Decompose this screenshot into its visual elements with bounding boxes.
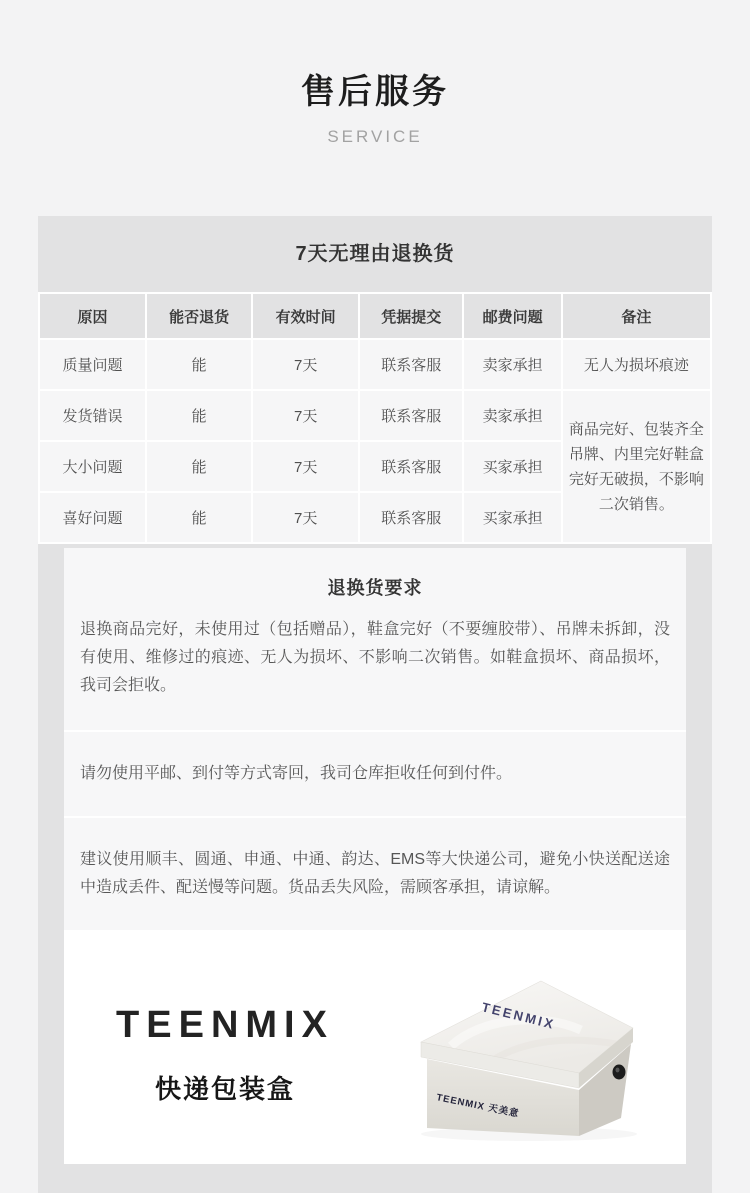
cell-reason: 喜好问题 xyxy=(40,493,145,542)
cell-returnable: 能 xyxy=(147,391,251,440)
cell-note-merged: 商品完好、包装齐全吊牌、内里完好鞋盒完好无破损，不影响二次销售。 xyxy=(563,391,710,542)
cell-reason: 发货错误 xyxy=(40,391,145,440)
header-cell-postage: 邮费问题 xyxy=(464,294,560,338)
packaging-section xyxy=(64,930,686,1164)
page-subtitle: SERVICE xyxy=(327,127,423,146)
card-title: 7天无理由退换货 xyxy=(295,243,455,265)
header-cell-note: 备注 xyxy=(563,294,710,338)
cell-returnable: 能 xyxy=(147,442,251,491)
header-cell-evidence: 凭据提交 xyxy=(360,294,462,338)
service-card xyxy=(38,216,712,1193)
table-header-row xyxy=(40,294,710,338)
page-header xyxy=(0,0,750,146)
cell-evidence: 联系客服 xyxy=(360,340,462,389)
cell-returnable: 能 xyxy=(147,340,251,389)
requirement-block xyxy=(64,730,686,816)
box-hole-highlight xyxy=(616,1068,620,1073)
cell-evidence: 联系客服 xyxy=(360,442,462,491)
shoebox-image xyxy=(406,966,656,1144)
header-cell-returnable: 能否退货 xyxy=(147,294,251,338)
cell-valid-time: 7天 xyxy=(253,340,358,389)
requirement-item: 请勿使用平邮、到付等方式寄回，我司仓库拒收任何到付件。 xyxy=(80,765,513,782)
brand-logo: TEENMIX xyxy=(116,1004,334,1046)
cell-evidence: 联系客服 xyxy=(360,391,462,440)
returns-table xyxy=(38,292,712,544)
cell-valid-time: 7天 xyxy=(253,442,358,491)
table-row xyxy=(40,340,710,389)
requirement-item: 退换商品完好，未使用过（包括赠品），鞋盒完好（不要缠胶带）、吊牌未拆卸，没有使用、维修过的痕迹、无人为损坏、不影响二次销售。如鞋盒损坏、商品损坏，我司会拒收。 xyxy=(80,621,670,694)
requirements-title: 退换货要求 xyxy=(327,578,423,598)
requirements-section xyxy=(64,548,686,930)
cell-reason: 质量问题 xyxy=(40,340,145,389)
cell-reason: 大小问题 xyxy=(40,442,145,491)
cell-note: 无人为损坏痕迹 xyxy=(563,340,710,389)
cell-valid-time: 7天 xyxy=(253,391,358,440)
brand-label: 快递包装盒 xyxy=(154,1074,295,1104)
page-title: 售后服务 xyxy=(301,73,449,111)
box-front-brand-text: TEENMIX 天美意 xyxy=(435,1092,521,1120)
header-cell-reason: 原因 xyxy=(40,294,145,338)
inner-panel xyxy=(64,548,686,1164)
cell-returnable: 能 xyxy=(147,493,251,542)
cell-postage: 买家承担 xyxy=(464,442,560,491)
cell-postage: 买家承担 xyxy=(464,493,560,542)
cell-evidence: 联系客服 xyxy=(360,493,462,542)
shoebox-illustration xyxy=(406,966,656,1144)
header-cell-valid-time: 有效时间 xyxy=(253,294,358,338)
requirement-block xyxy=(64,816,686,930)
requirement-block xyxy=(64,548,686,730)
cell-postage: 卖家承担 xyxy=(464,340,560,389)
requirement-item: 建议使用顺丰、圆通、申通、中通、韵达、EMS等大快递公司，避免小快送配送途中造成丢件、配送慢等问题。货品丢失风险，需顾客承担，请谅解。 xyxy=(80,851,670,896)
box-hole xyxy=(613,1065,626,1080)
box-lid-brand-text: TEENMIX xyxy=(480,999,557,1033)
cell-valid-time: 7天 xyxy=(253,493,358,542)
cell-postage: 卖家承担 xyxy=(464,391,560,440)
brand-block xyxy=(70,1004,380,1106)
table-row xyxy=(40,391,710,440)
